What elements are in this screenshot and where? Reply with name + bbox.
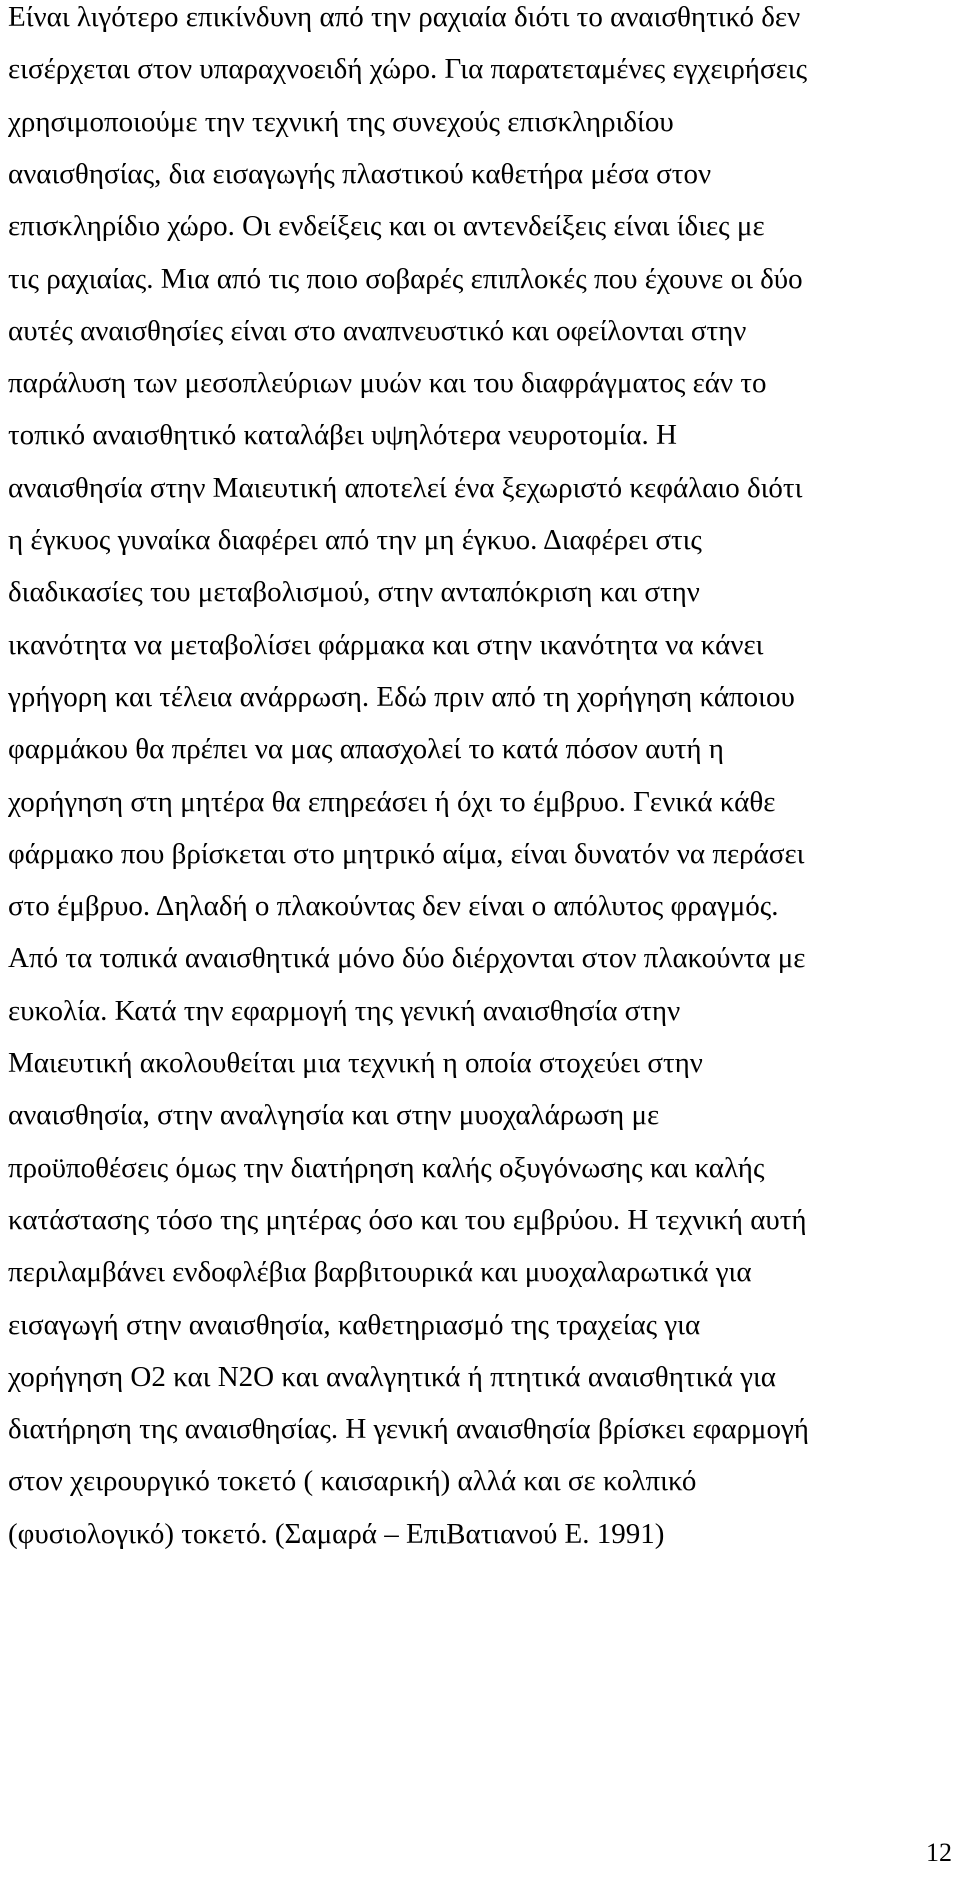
text-line: αναισθησία, στην αναλγησία και στην μυοχαλάρωση με	[8, 1099, 660, 1132]
text-line: Είναι λιγότερο επικίνδυνη από την ραχιαία διότι το αναισθητικό δεν	[8, 1, 801, 33]
text-line: φάρμακο που βρίσκεται στο μητρικό αίμα, είναι δυνατόν να περάσει	[8, 837, 805, 870]
text-line: τις ραχιαίας. Μια από τις ποιο σοβαρές επιπλοκές που έχουνε οι δύο	[8, 262, 803, 295]
text-line: Από τα τοπικά αναισθητικά μόνο δύο διέρχονται στον πλακούντα με	[8, 942, 806, 975]
text-line: φαρμάκου θα πρέπει να μας απασχολεί το κατά πόσον αυτή η	[8, 733, 724, 766]
text-line: προϋποθέσεις όμως την διατήρηση καλής οξυγόνωσης και καλής	[8, 1151, 765, 1184]
text-line: χρησιμοποιούμε την τεχνική της συνεχούς επισκληριδίου	[8, 105, 674, 138]
text-line: εισέρχεται στον υπαραχνοειδή χώρο. Για παρατεταμένες εγχειρήσεις	[8, 53, 808, 86]
text-line: αναισθησίας, δια εισαγωγής πλαστικού καθετήρα μέσα στον	[8, 157, 712, 190]
text-line: εισαγωγή στην αναισθησία, καθετηριασμό της τραχείας για	[8, 1308, 701, 1341]
text-line: στο έμβρυο. Δηλαδή ο πλακούντας δεν είναι ο απόλυτος φραγμός.	[8, 890, 779, 923]
text-line: Μαιευτική ακολουθείται μια τεχνική η οποία στοχεύει στην	[8, 1047, 703, 1079]
text-line: επισκληρίδιο χώρο. Οι ενδείξεις και οι αντενδείξεις είναι ίδιες με	[8, 210, 765, 243]
text-line: κατάστασης τόσο της μητέρας όσο και του εμβρύου. Η τεχνική αυτή	[8, 1203, 807, 1236]
page-number: 12	[926, 1838, 952, 1867]
text-line: στον χειρουργικό τοκετό ( καισαρική) αλλά και σε κολπικό	[8, 1465, 697, 1498]
text-line: τοπικό αναισθητικό καταλάβει υψηλότερα νευροτομία. Η	[8, 419, 677, 452]
text-line: διαδικασίες του μεταβολισμού, στην ανταπόκριση και στην	[8, 576, 700, 609]
text-line: χορήγηση στη μητέρα θα επηρεάσει ή όχι το έμβρυο. Γενικά κάθε	[8, 785, 776, 818]
text-line: (φυσιολογικό) τοκετό. (Σαμαρά – ΕπιΒατιανού Ε. 1991)	[8, 1517, 665, 1550]
text-line: παράλυση των μεσοπλεύριων μυών και του διαφράγματος εάν το	[8, 367, 767, 400]
text-line: περιλαμβάνει ενδοφλέβια βαρβιτουρικά και μυοχαλαρωτικά για	[8, 1256, 752, 1289]
text-line: αναισθησία στην Μαιευτική αποτελεί ένα ξεχωριστό κεφάλαιο διότι	[8, 471, 803, 504]
text-line: η έγκυος γυναίκα διαφέρει από την μη έγκυο. Διαφέρει στις	[8, 524, 702, 556]
text-line: χορήγηση O2 και N2O και αναλγητικά ή πτητικά αναισθητικά για	[8, 1360, 776, 1393]
text-line: γρήγορη και τέλεια ανάρρωση. Εδώ πριν από τη χορήγηση κάποιου	[8, 680, 795, 713]
text-line: ευκολία. Κατά την εφαρμογή της γενική αναισθησία στην	[8, 994, 681, 1027]
text-line: ικανότητα να μεταβολίσει φάρμακα και στην ικανότητα να κάνει	[8, 628, 764, 661]
text-line: αυτές αναισθησίες είναι στο αναπνευστικό και οφείλονται στην	[8, 314, 747, 347]
text-line: διατήρηση της αναισθησίας. Η γενική αναισθησία βρίσκει εφαρμογή	[8, 1413, 809, 1446]
